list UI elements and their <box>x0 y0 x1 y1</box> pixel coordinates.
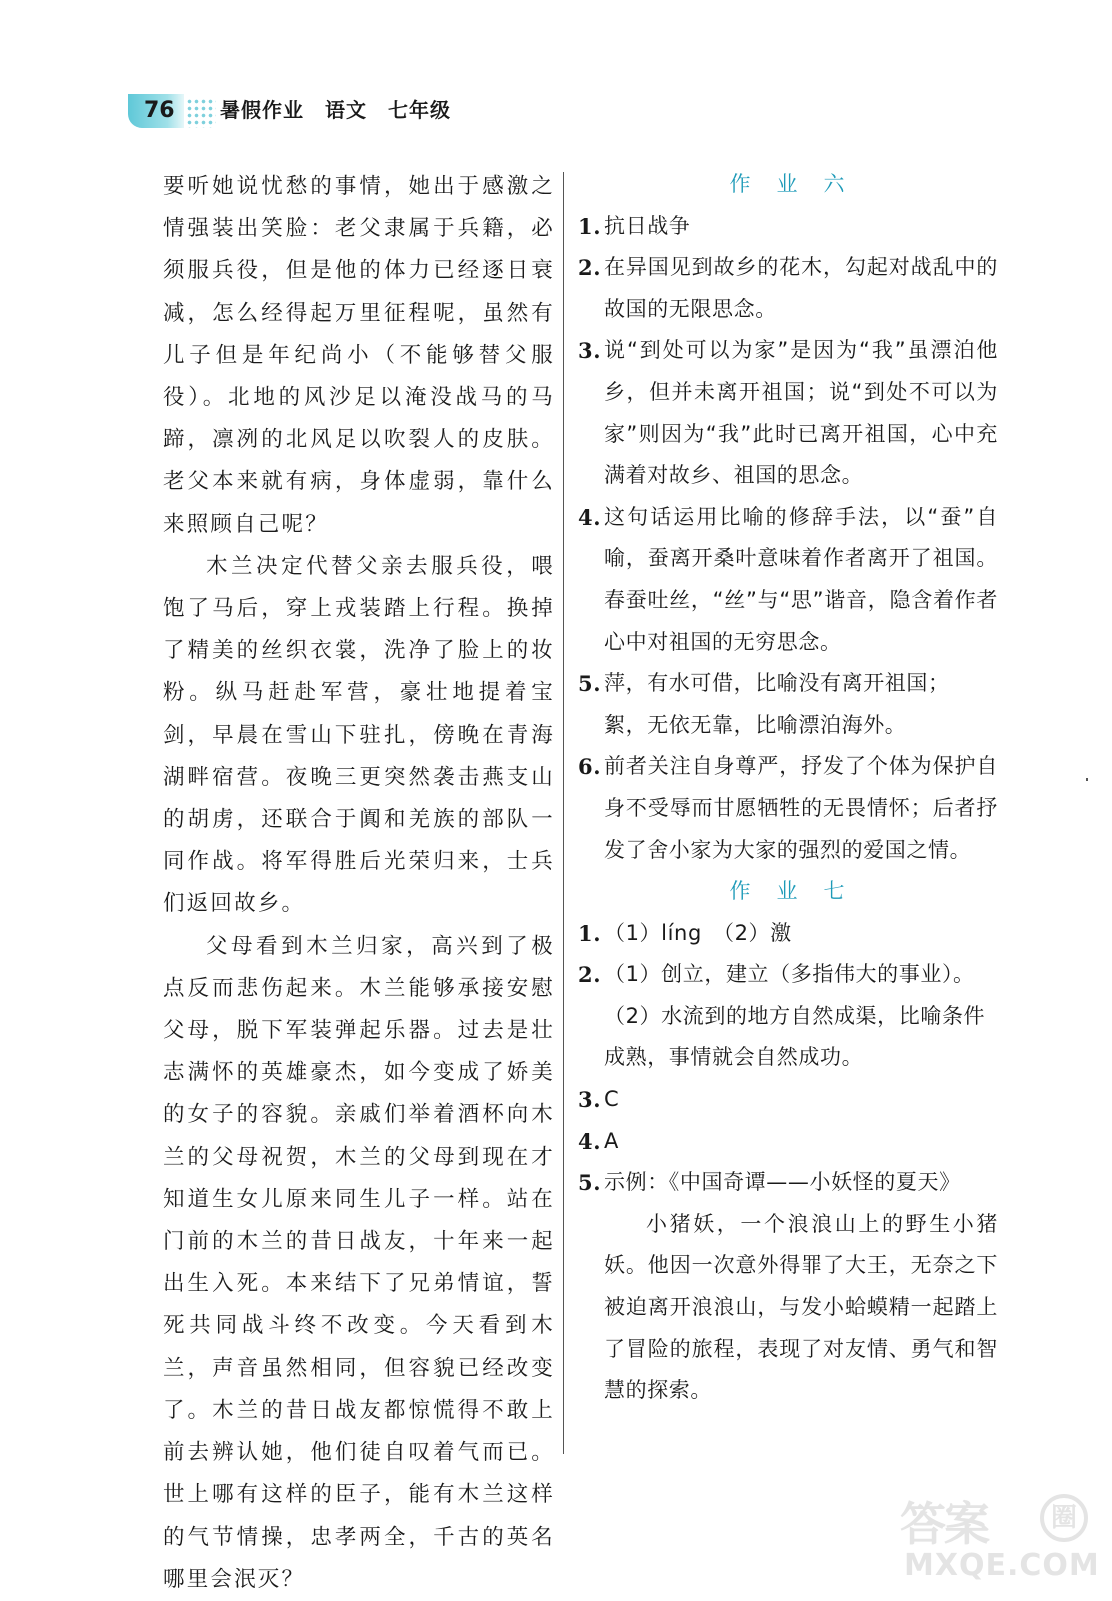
margin-mark <box>1086 778 1088 781</box>
paragraph: 木兰决定代替父亲去服兵役，喂饱了马后，穿上戎装踏上行程。换掉了精美的丝织衣裳，洗净了脸上的妆粉。纵马赶赴军营，豪壮地提着宝剑，早晨在雪山下驻扎，傍晚在青海湖畔宿营。夜晚三更突然袭击燕支山的胡虏，还联合于阗和羌族的部队一同作战。将军得胜后光荣归来，士兵们返回故乡。 <box>163 553 555 917</box>
answer-item <box>578 746 998 871</box>
section-title-char: 作 <box>729 879 753 904</box>
answer-text: 抗日战争 <box>604 213 691 238</box>
watermark-badge: 圈 <box>1040 1494 1088 1542</box>
answer-text <box>604 663 998 746</box>
item-number: 4. <box>578 1128 602 1154</box>
paragraph: 父母看到木兰归家，高兴到了极点反而悲伤起来。木兰能够承接安慰父母，脱下军装弹起乐器。过去是壮志满怀的英雄豪杰，如今变成了娇美的女子的容貌。亲戚们举着酒杯向木兰的父母祝贺，木兰的父母到现在才知道生女儿原来同生儿子一样。站在门前的木兰的昔日战友，十年来一起出生入死。本来结下了兄弟情谊，誓死共同战斗终不改变。今天看到木兰，声音虽然相同，但容貌已经改变了。木兰的昔日战友都惊慌得不敢上前去辨认她，他们徒自叹着气而已。世上哪有这样的臣子，能有木兰这样的气节情操，忠孝两全，千古的英名哪里会泯灭？ <box>163 933 555 1592</box>
header-title: 暑假作业 语文 七年级 <box>220 98 451 122</box>
answer-item <box>578 1162 998 1204</box>
answer-item <box>578 913 998 955</box>
watermark-text: 答案 <box>900 1497 988 1551</box>
column-divider <box>563 172 564 1454</box>
answer-text: 这句话运用比喻的修辞手法，以“蚕”自喻，蚕离开桑叶意味着作者离开了祖国。春蚕吐丝，“丝”与“思”谐音，隐含着作者心中对祖国的无穷思念。 <box>604 504 998 654</box>
section-title-char: 六 <box>823 172 847 196</box>
item-number: 2. <box>578 962 602 988</box>
item-number: 3. <box>578 1087 602 1113</box>
answer-text: （1）líng （2）激 <box>604 920 792 945</box>
right-column-answers <box>578 164 998 1412</box>
answer-text: 在异国见到故乡的花木，勾起对战乱中的故国的无限思念。 <box>604 255 998 321</box>
example-paragraph: 小猪妖，一个浪浪山上的野生小猪妖。他因一次意外得罪了大王，无奈之下被迫离开浪浪山，与发小蛤蟆精一起踏上了冒险的旅程，表现了对友情、勇气和智慧的探索。 <box>604 1211 998 1403</box>
answer-item <box>578 954 998 996</box>
item-number: 1. <box>578 920 602 946</box>
answer-item <box>578 206 998 248</box>
paragraph: 要听她说忧愁的事情，她出于感激之情强装出笑脸：老父隶属于兵籍，必须服兵役，但是他的体力已经逐日衰减，怎么经得起万里征程呢，虽然有儿子但是年纪尚小（不能够替父服役）。北地的风沙足以淹没战马的马蹄，凛冽的北风足以吹裂人的皮肤。老父本来就有病，身体虚弱，靠什么来照顾自己呢？ <box>163 174 555 537</box>
left-column-text <box>163 166 555 1601</box>
item-number: 2. <box>578 255 602 281</box>
section-title-char: 七 <box>823 879 847 904</box>
answer-item <box>578 247 998 330</box>
header-dots-decoration <box>186 98 216 128</box>
answer-text: （1）创立，建立（多指伟大的事业）。 <box>604 962 975 987</box>
answer-item <box>578 497 998 663</box>
section-title-char: 业 <box>776 879 800 904</box>
watermark-url: MXQE.COM <box>904 1548 1100 1583</box>
item-number: 5. <box>578 671 602 697</box>
answer-item <box>578 330 998 496</box>
answer-text: 示例：《中国奇谭——小妖怪的夏天》 <box>604 1170 961 1195</box>
answer-item <box>578 663 998 746</box>
answer-text: C <box>604 1087 620 1112</box>
section-title-char: 作 <box>729 172 753 196</box>
page-number-tab <box>128 94 184 128</box>
section-title-char: 业 <box>776 172 800 196</box>
item-number: 6. <box>578 754 602 780</box>
item-number: 4. <box>578 504 602 530</box>
answer-item <box>578 1121 998 1163</box>
item-number: 1. <box>578 213 602 239</box>
section-title-6 <box>578 164 998 206</box>
answer-text: A <box>604 1128 619 1153</box>
answer-line: 萍，有水可借，比喻没有离开祖国； <box>604 671 950 696</box>
item-number: 3. <box>578 338 602 364</box>
watermark <box>900 1488 1100 1588</box>
page-header <box>128 88 548 132</box>
answer-text: 前者关注自身尊严，抒发了个体为保护自身不受辱而甘愿牺牲的无畏情怀；后者抒发了舍小家为大家的强烈的爱国之情。 <box>604 754 998 862</box>
page-number: 76 <box>144 98 175 123</box>
section-title-7 <box>578 871 998 913</box>
item-number: 5. <box>578 1170 602 1196</box>
answer-subitem: （2）水流到的地方自然成渠，比喻条件成熟，事情就会自然成功。 <box>604 1003 986 1070</box>
answer-text: 说“到处可以为家”是因为“我”虽漂泊他乡，但并未离开祖国；说“到处不可以为家”则因为“我”此时已离开祖国，心中充满着对故乡、祖国的思念。 <box>604 338 998 488</box>
answer-item <box>578 1079 998 1121</box>
answer-line: 絮，无依无靠，比喻漂泊海外。 <box>604 712 907 737</box>
